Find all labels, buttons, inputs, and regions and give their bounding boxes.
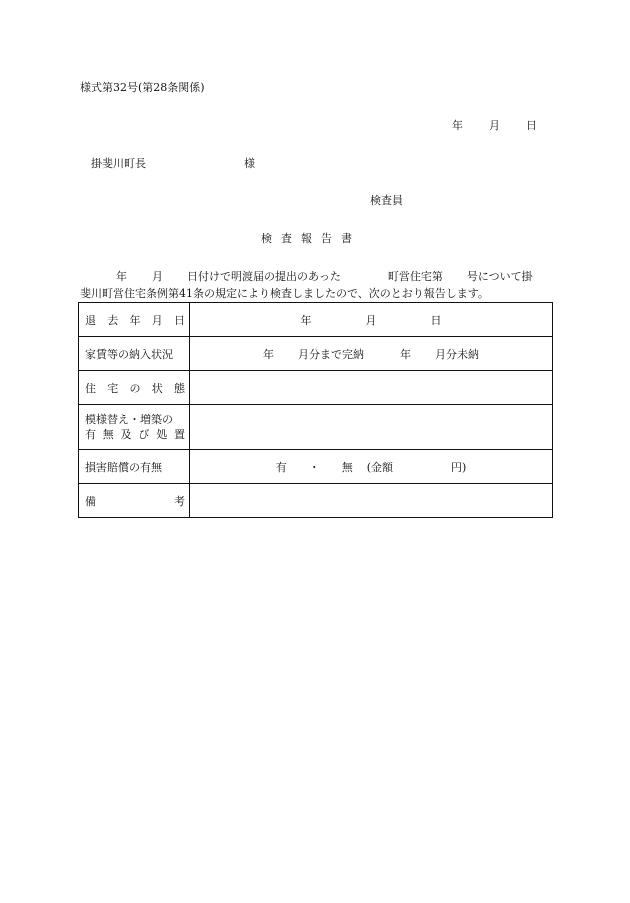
rent-unpaid: 月分未納 [435, 347, 479, 361]
alteration-field[interactable] [190, 405, 553, 450]
row-label-alteration: 模様替え・増築の 有 無 及 び 処 置 [79, 405, 190, 450]
damage-field[interactable] [190, 450, 553, 484]
damage-no: 無 [341, 460, 353, 474]
rent-paid-year: 年 [263, 347, 274, 361]
inspector-label: 検査員 [370, 194, 403, 207]
damage-dot: ・ [308, 460, 320, 474]
remarks-field[interactable] [190, 484, 553, 518]
table-row [79, 405, 553, 450]
date-day: 日 [526, 119, 537, 132]
damage-yen: 円) [451, 460, 467, 474]
addressee: 掛斐川町長 [91, 157, 146, 170]
table-row [79, 484, 553, 518]
table-row [79, 303, 553, 337]
inspection-table [78, 302, 553, 518]
row-label-house-condition: 住 宅 の 状 態 [79, 371, 190, 405]
house-condition-field[interactable] [190, 371, 553, 405]
date-month: 月 [489, 119, 500, 132]
body-paragraph [80, 268, 552, 302]
date-year: 年 [452, 119, 463, 132]
row-label-remarks: 備 考 [79, 484, 190, 518]
table-row [79, 337, 553, 371]
body-year: 年 [116, 270, 127, 283]
rent-paid: 月分まで完納 [298, 347, 364, 361]
body-line-2: 斐川町営住宅条例第41条の規定により検査しましたので、次のとおり報告します。 [80, 287, 489, 300]
row-label-damage: 損害賠償の有無 [79, 450, 190, 484]
damage-yes: 有 [275, 460, 287, 474]
row-label-move-out: 退 去 年 月 日 [79, 303, 190, 337]
move-out-day: 日 [430, 313, 442, 327]
title-char: 検 [261, 232, 281, 245]
body-number: 号について掛 [466, 270, 533, 283]
title-char: 書 [341, 232, 361, 245]
rent-status-field[interactable] [190, 337, 553, 371]
honorific: 様 [244, 157, 255, 170]
rent-unpaid-year: 年 [400, 347, 411, 361]
table-row [79, 450, 553, 484]
move-out-year: 年 [300, 313, 312, 327]
body-dated: 日付けで明渡届の提出のあった [187, 270, 341, 283]
body-month: 月 [152, 270, 163, 283]
body-house: 町営住宅第 [387, 270, 443, 283]
row-label-rent: 家賃等の納入状況 [79, 337, 190, 371]
table-row [79, 371, 553, 405]
form-number: 様式第32号(第28条関係) [80, 81, 205, 94]
document-title [261, 232, 361, 246]
title-char: 告 [321, 232, 341, 245]
date-line [452, 119, 537, 133]
title-char: 報 [301, 232, 321, 245]
body-line-1 [80, 268, 552, 285]
move-out-date-field[interactable] [190, 303, 553, 337]
damage-amount: (金額 [366, 460, 393, 474]
title-char: 査 [281, 232, 301, 245]
move-out-month: 月 [365, 313, 377, 327]
